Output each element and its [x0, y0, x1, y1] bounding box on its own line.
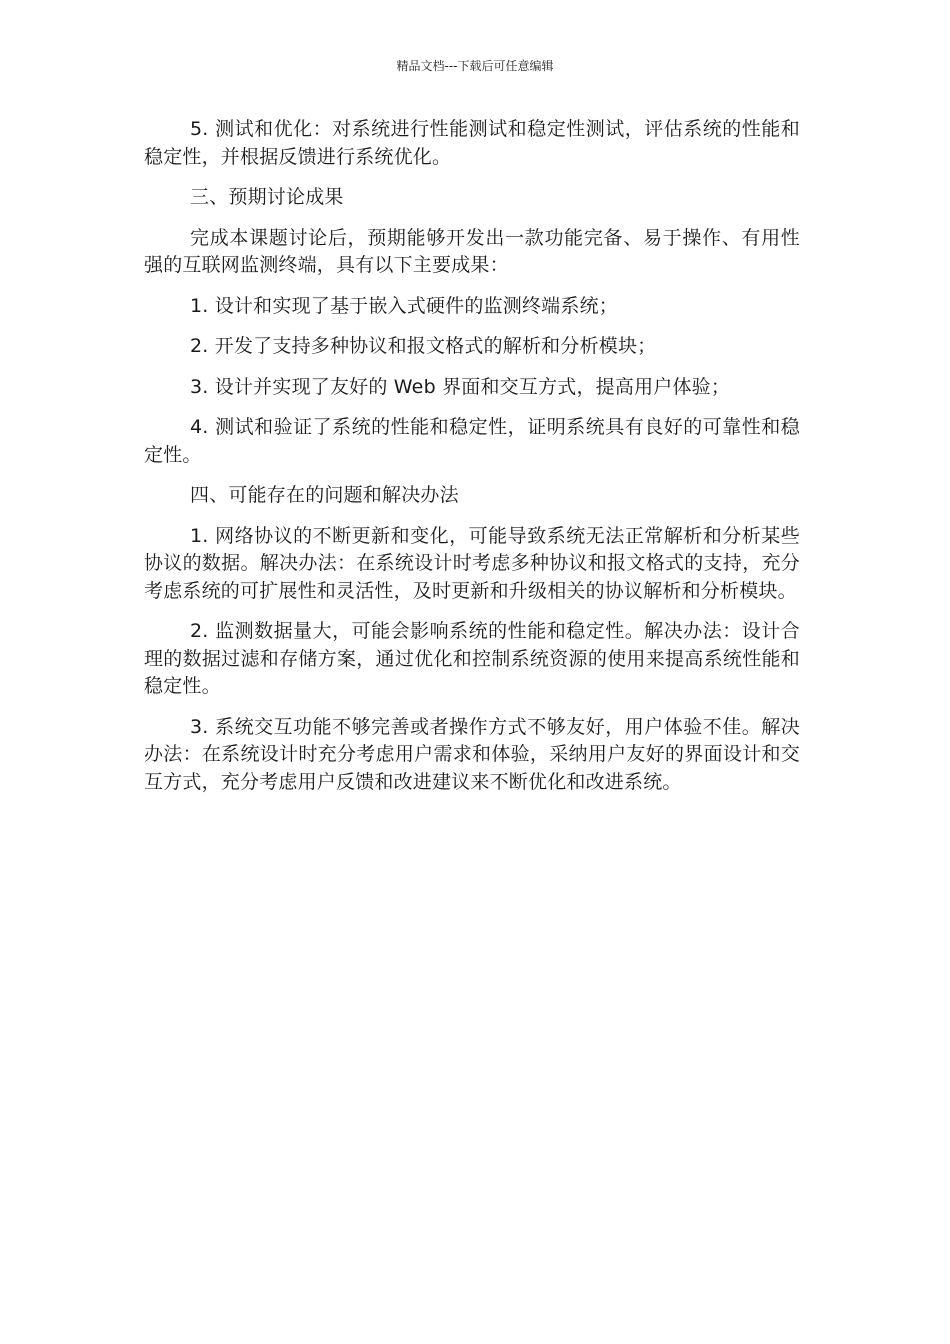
result-item-3: 3. 设计并实现了友好的 Web 界面和交互方式，提高用户体验； — [190, 375, 731, 398]
document-body — [144, 116, 800, 809]
problem-item-3: 3. 系统交互功能不够完善或者操作方式不够友好，用户体验不佳。解决办法：在系统设计时充分考虑用户需求和体验，采纳用户友好的界面设计和交互方式，充分考虑用户反馈和改进建议来不断优化和改进系统。 — [144, 715, 800, 793]
problem-item-1: 1. 网络协议的不断更新和变化，可能导致系统无法正常解析和分析某些协议的数据。解决办法：在系统设计时考虑多种协议和报文格式的支持，充分考虑系统的可扩展性和灵活性，及时更新和升级相关的协议解析和分析模块。 — [144, 524, 800, 602]
result-item-2: 2. 开发了支持多种协议和报文格式的解析和分析模块； — [190, 335, 657, 357]
problem-item-2: 2. 监测数据量大，可能会影响系统的性能和稳定性。解决办法：设计合理的数据过滤和存储方案，通过优化和控制系统资源的使用来提高系统性能和稳定性。 — [144, 620, 800, 697]
section-heading-expected-results: 三、预期讨论成果 — [190, 186, 344, 208]
result-item-4: 4. 测试和验证了系统的性能和稳定性，证明系统具有良好的可靠性和稳定性。 — [144, 416, 800, 466]
paragraph-results-intro: 完成本课题讨论后，预期能够开发出一款功能完备、易于操作、有用性强的互联网监测终端，具有以下主要成果： — [144, 226, 800, 276]
paragraph-testing-optimization: 5. 测试和优化：对系统进行性能测试和稳定性测试，评估系统的性能和稳定性，并根据反馈进行系统优化。 — [144, 118, 800, 168]
section-heading-problems-solutions: 四、可能存在的问题和解决办法 — [190, 484, 459, 506]
result-item-1: 1. 设计和实现了基于嵌入式硬件的监测终端系统； — [190, 294, 618, 317]
page-header: 精品文档---下载后可任意编辑 — [396, 59, 554, 73]
